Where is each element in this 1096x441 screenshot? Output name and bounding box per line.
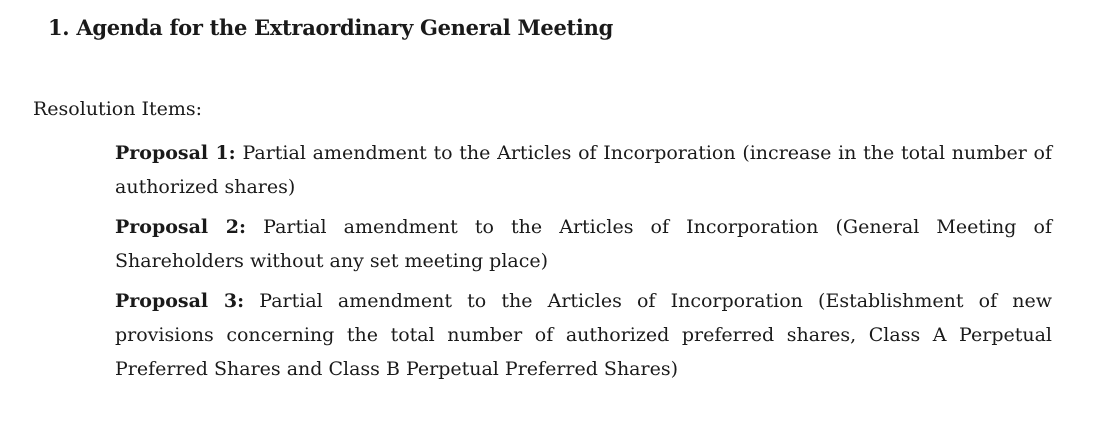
proposal-1-text: Partial amendment to the Articles of Incorporation (increase in the total number of authorized shares) [115,142,1052,198]
proposal-3 [115,284,1052,386]
proposal-3-label: Proposal 3: [115,290,245,312]
resolution-items-label: Resolution Items: [33,98,203,120]
proposal-2-label: Proposal 2: [115,216,247,238]
proposal-2-text: Partial amendment to the Articles of Incorporation (General Meeting of Shareholders without any set meeting place) [115,216,1052,272]
proposal-1-label: Proposal 1: [115,142,236,164]
proposal-2 [115,210,1052,278]
agenda-heading: 1. Agenda for the Extraordinary General Meeting [48,15,613,40]
proposal-1 [115,136,1052,204]
proposal-list [115,136,1052,392]
proposal-3-text: Partial amendment to the Articles of Incorporation (Establishment of new provisions concerning the total number of authorized preferred shares, Class A Perpetual Preferred Shares and Class B Perpetual Preferred Shares) [115,290,1052,380]
